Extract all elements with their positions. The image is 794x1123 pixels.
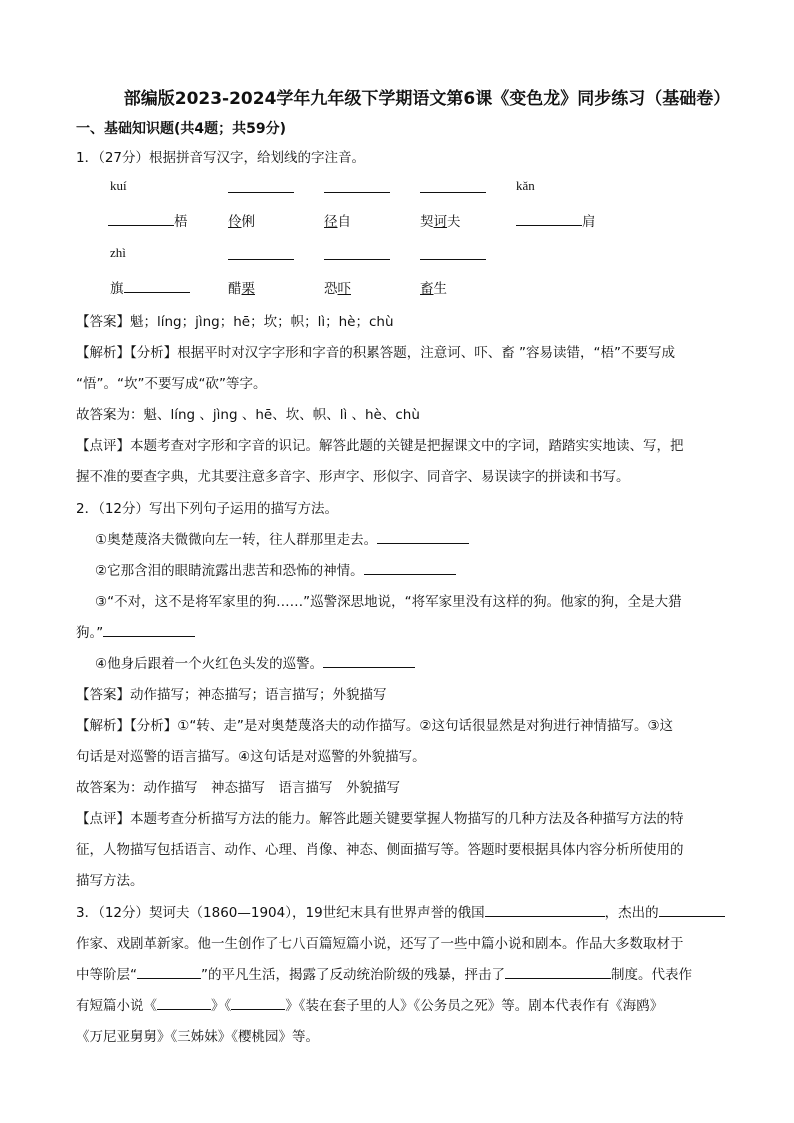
- q1-comment-cont: 握不准的要查字典，尤其要注意多音字、形声字、形似字、同音字、易误读字的拼读和书写。: [76, 469, 630, 485]
- q2-sentence-1: ①奥楚蔑洛夫微微向左一转，往人群那里走去。: [95, 528, 469, 548]
- q2-stem: 2．（12分）写出下列句子运用的描写方法。: [76, 501, 339, 517]
- section-heading: 一、基础知识题(共4题；共59分): [76, 121, 287, 137]
- q2-sentence-3: ③“不对，这不是将军家里的狗……”巡警深思地说，“将军家里没有这样的狗。他家的狗，全是大猎: [95, 594, 682, 610]
- q1-cell: 梧: [108, 210, 188, 230]
- blank[interactable]: [324, 178, 390, 193]
- q3-line-1: 3．（12分）契诃夫（1860—1904），19世纪末具有世界声誉的俄国 ，杰出的: [76, 901, 725, 921]
- blank[interactable]: [103, 622, 195, 637]
- q3-line-2: 作家、戏剧革新家。他一生创作了七八百篇短篇小说，还写了一些中篇小说和剧本。作品大多数取材于: [76, 936, 684, 952]
- blank[interactable]: [377, 529, 469, 544]
- blank[interactable]: [505, 964, 611, 979]
- page-title: 部编版2023-2024学年九年级下学期语文第6课《变色龙》同步练习（基础卷）: [123, 89, 731, 109]
- q1-cell: 恐吓: [324, 281, 351, 297]
- blank[interactable]: [231, 995, 285, 1010]
- q1-cell: 肩: [516, 210, 596, 230]
- q2-final-answer: 故答案为：动作描写 神态描写 语言描写 外貌描写: [76, 780, 400, 796]
- q3-line-4: 有短篇小说《 》《 》《装在套子里的人》《公务员之死》等。剧本代表作有《海鸥》: [76, 994, 663, 1014]
- q1-answer: 【答案】魁；líng；jìng；hē；坎；帜；lì；hè；chù: [76, 314, 394, 330]
- q2-sentence-4: ④他身后跟着一个火红色头发的巡警。: [95, 652, 415, 672]
- q2-analysis-cont: 句话是对巡警的语言描写。④这句话是对巡警的外貌描写。: [76, 749, 426, 765]
- q2-comment-cont: 征，人物描写包括语言、动作、心理、肖像、神态、侧面描写等。答题时要根据具体内容分析所使用的: [76, 842, 684, 858]
- blank[interactable]: [364, 560, 456, 575]
- blank[interactable]: [516, 211, 582, 226]
- q3-line-5: 《万尼亚舅舅》《三姊妹》《樱桃园》等。: [76, 1029, 319, 1045]
- q2-comment-end: 描写方法。: [76, 873, 144, 889]
- q1-cell: 径自: [324, 214, 351, 230]
- q2-analysis: 【解析】【分析】①“转、走”是对奥楚蔑洛夫的动作描写。②这句话很显然是对狗进行神情描写。③这: [76, 718, 674, 734]
- q1-cell: 畜生: [420, 281, 447, 297]
- q1-cell: 醋栗: [228, 281, 255, 297]
- q2-sentence-3-cont: 狗。”: [76, 621, 195, 641]
- q1-cell: 旗: [110, 277, 190, 297]
- pinyin-kan: kǎn: [516, 178, 535, 193]
- q1-analysis-cont: “悟”。“坎”不要写成“砍”等字。: [76, 376, 267, 392]
- pinyin-kui: kuí: [110, 178, 127, 193]
- blank[interactable]: [659, 902, 725, 917]
- blank[interactable]: [137, 964, 201, 979]
- blank[interactable]: [323, 653, 415, 668]
- q1-comment: 【点评】本题考查对字形和字音的识记。解答此题的关键是把握课文中的字词，踏踏实实地读、写，把: [76, 438, 684, 454]
- blank[interactable]: [324, 245, 390, 260]
- q3-line-3: 中等阶层“ ”的平凡生活，揭露了反动统治阶级的残暴，抨击了 制度。代表作: [76, 963, 692, 983]
- blank[interactable]: [420, 178, 486, 193]
- q1-cell: 契诃夫: [420, 214, 461, 230]
- q1-stem: 1．（27分）根据拼音写汉字，给划线的字注音。: [76, 150, 366, 166]
- blank[interactable]: [228, 245, 294, 260]
- blank[interactable]: [108, 211, 174, 226]
- q1-final-answer: 故答案为：魁、líng 、jìng 、hē、坎、帜、lì 、hè、chù: [76, 407, 420, 423]
- q2-sentence-2: ②它那含泪的眼睛流露出悲苦和恐怖的神情。: [95, 559, 456, 579]
- blank[interactable]: [485, 902, 605, 917]
- blank[interactable]: [124, 278, 190, 293]
- q2-answer: 【答案】动作描写；神态描写；语言描写；外貌描写: [76, 687, 387, 703]
- pinyin-zhi: zhì: [110, 245, 126, 260]
- blank[interactable]: [157, 995, 211, 1010]
- q1-cell: 伶俐: [228, 214, 255, 230]
- q1-analysis: 【解析】【分析】根据平时对汉字字形和字音的积累答题，注意诃、吓、畜 ”容易读错，“梧”不要写成: [76, 345, 676, 361]
- blank[interactable]: [228, 178, 294, 193]
- blank[interactable]: [420, 245, 486, 260]
- q2-comment: 【点评】本题考查分析描写方法的能力。解答此题关键要掌握人物描写的几种方法及各种描写方法的特: [76, 811, 684, 827]
